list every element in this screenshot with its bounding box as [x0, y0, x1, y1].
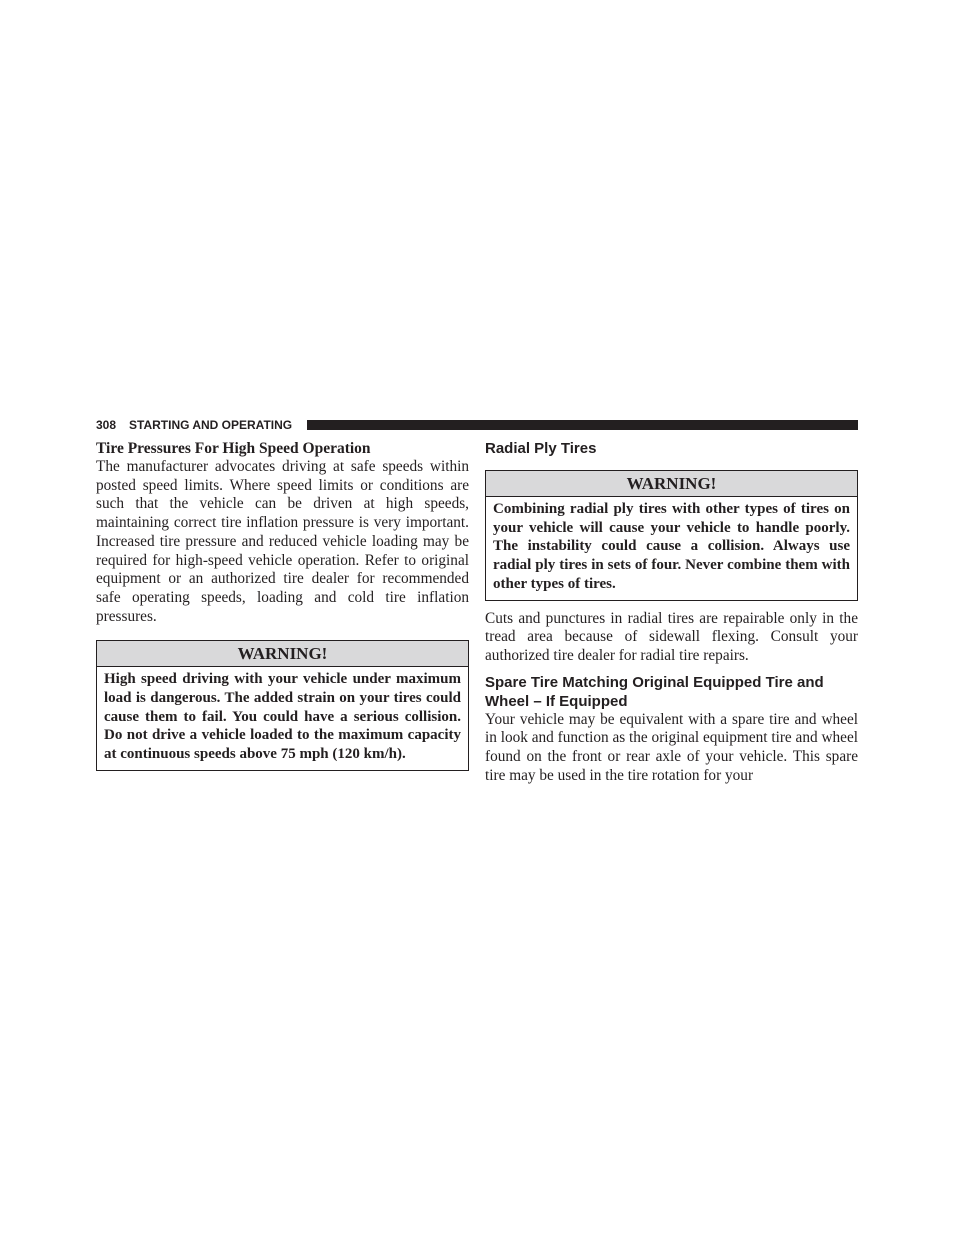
heading-radial-ply-tires: Radial Ply Tires [485, 440, 597, 457]
heading-spare-tire-matching: Spare Tire Matching Original Equipped Tire and Wheel – If Equipped [485, 673, 824, 710]
warning-box-high-speed [96, 640, 469, 771]
warning-text: Combining radial ply tires with other types of tires on your vehicle will cause your vehicle to handle poorly. The instability could cause a collision. Always use radial ply tires in sets of four. Never combine them with other types of tires. [493, 501, 850, 592]
warning-text: High speed driving with your vehicle under maximum load is dangerous. The added strain on your tires could cause them to fail. You could have a serious collision. Do not drive a vehicle loaded to the maximum capacity at continuous speeds above 75 mph (120 km/h). [104, 671, 461, 763]
heading-high-speed-tire-pressures: Tire Pressures For High Speed Operation [96, 440, 371, 457]
paragraph-high-speed: The manufacturer advocates driving at safe speeds within posted speed limits. Where speed limits or conditions are such that the vehicle can be driven at high speeds, maintaining correct tire inflation pressure is very important. Increased tire pressure and reduced vehicle loading may be required for high-speed vehicle operation. Refer to original equipment or an authorized tire dealer for recommended safe operating speeds, loading and cold tire inflation pressures. [96, 458, 469, 625]
warning-title: WARNING! [97, 641, 468, 667]
paragraph-radial-repairs: Cuts and punctures in radial tires are repairable only in the tread area because of sidewall flexing. Consult your authorized tire dealer for radial tire repairs. [485, 609, 858, 664]
header-rule [307, 420, 858, 430]
warning-box-radial [485, 470, 858, 601]
page-number: 308 [96, 418, 117, 432]
paragraph-spare-tire: Your vehicle may be equivalent with a spare tire and wheel in look and function as the original equipment tire and wheel found on the front or rear axle of your vehicle. This spare tire may be used in the tire rotation for your [485, 710, 858, 784]
warning-title: WARNING! [486, 471, 857, 497]
left-column [96, 438, 469, 771]
page-header [96, 418, 858, 432]
right-column [485, 438, 858, 785]
section-title: STARTING AND OPERATING [129, 418, 293, 432]
